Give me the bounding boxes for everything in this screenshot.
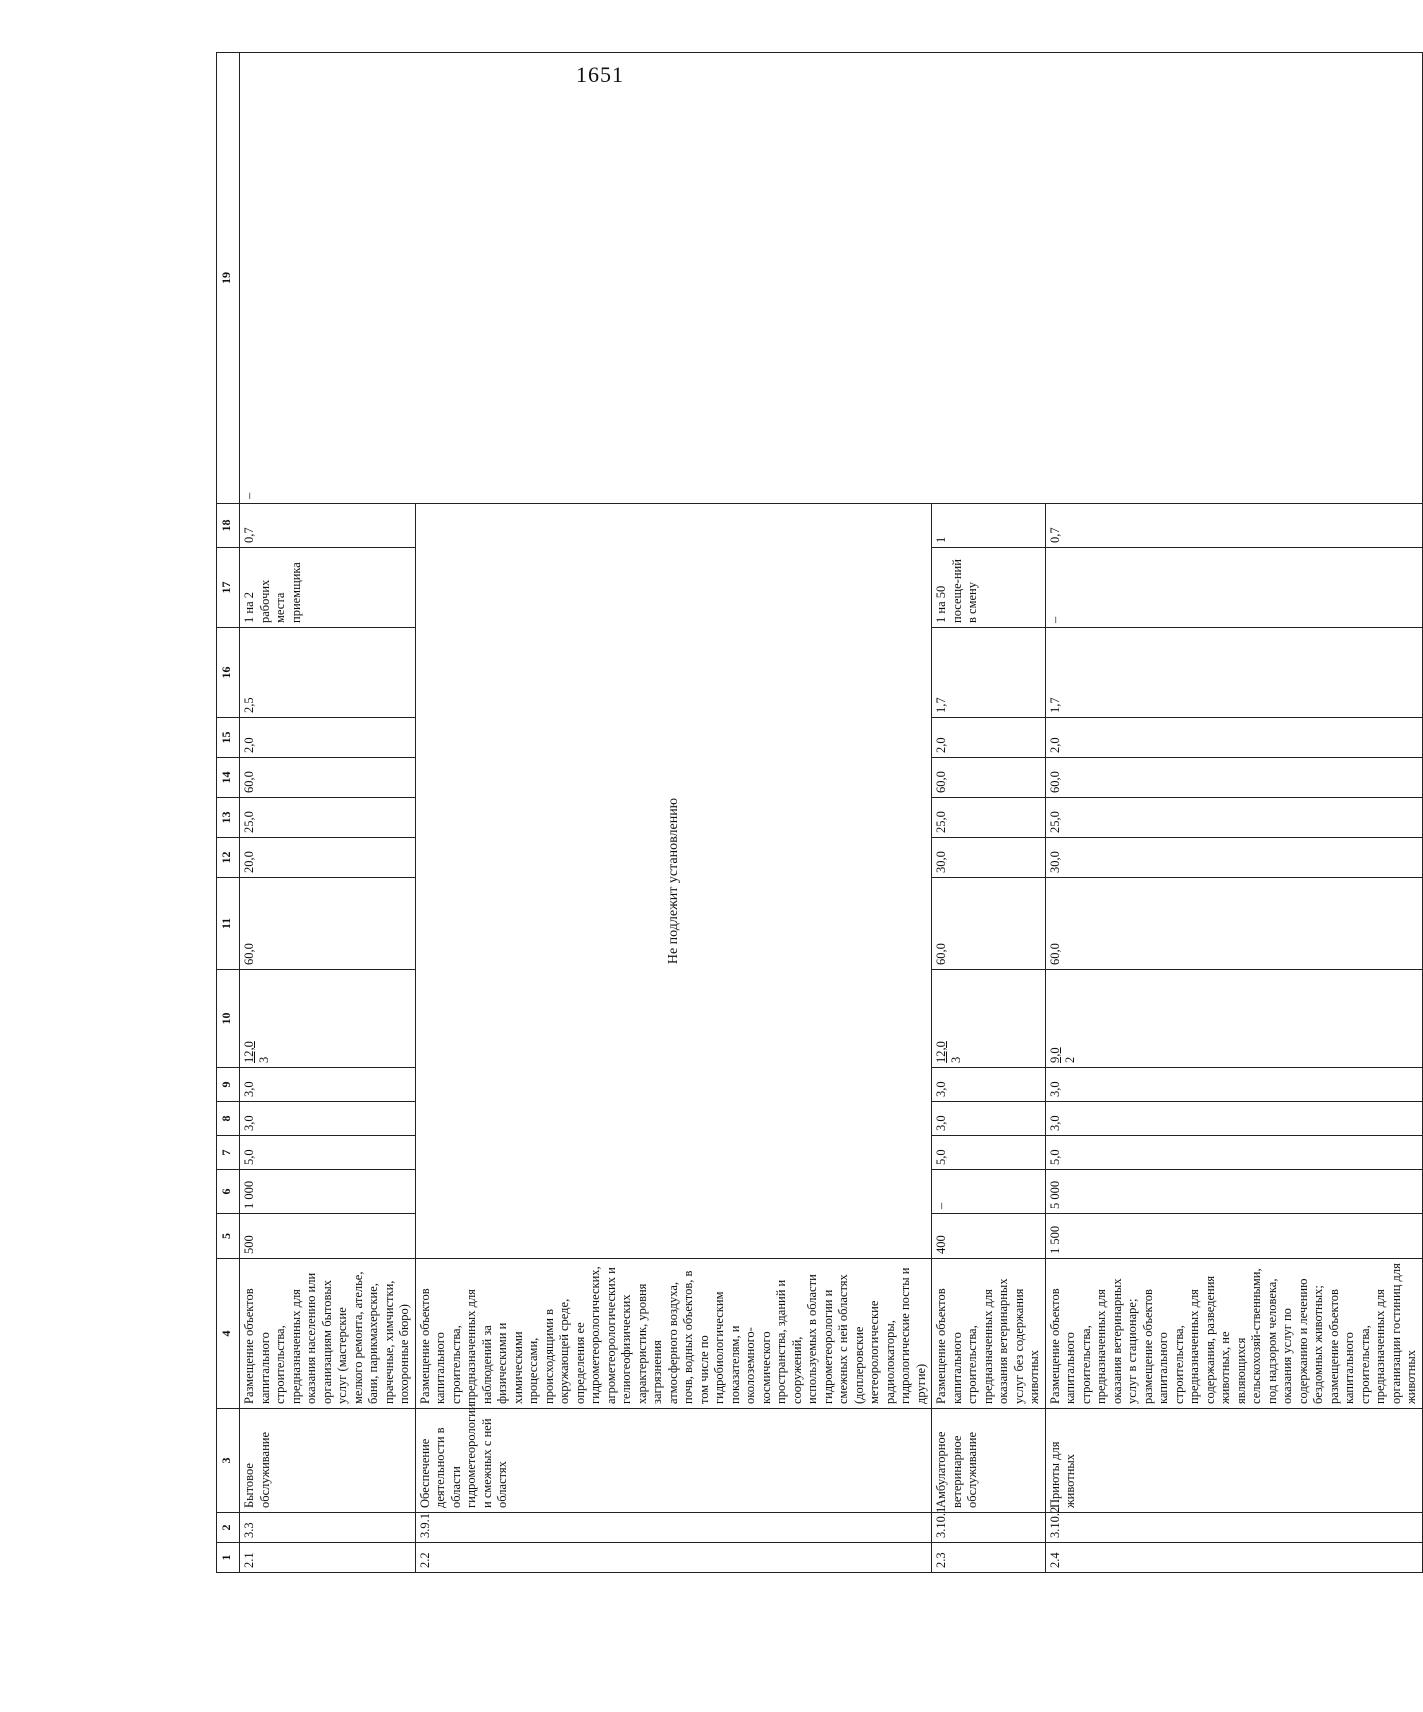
cell: – — [1045, 548, 1422, 628]
col-header: 1 — [217, 1543, 240, 1573]
cell: 5 000 — [1045, 1170, 1422, 1214]
row-number: 2.4 — [1045, 1543, 1422, 1573]
row-code: 3.10.2 — [1045, 1513, 1422, 1543]
cell: 0,7 — [1045, 504, 1422, 548]
col-header: 4 — [217, 1259, 240, 1409]
fraction-numerator: 9,0 — [1047, 1047, 1062, 1063]
row-number: 2.2 — [415, 1543, 932, 1573]
cell: 25,0 — [932, 798, 1046, 838]
cell: 25,0 — [1045, 798, 1422, 838]
cell: 2,0 — [1045, 718, 1422, 758]
row-name: Обеспечение деятельности в области гидрометеорологии и смежных с ней областях — [415, 1409, 932, 1513]
fraction-denominator: 2 — [1062, 1056, 1077, 1063]
col-header: 8 — [217, 1102, 240, 1136]
cell: 3,0 — [1045, 1102, 1422, 1136]
row-number: 2.1 — [240, 1543, 416, 1573]
fraction-numerator: 12,0 — [242, 1041, 256, 1063]
cell: 60,0 — [1045, 878, 1422, 970]
cell-col19: – — [240, 53, 1423, 504]
col-header: 19 — [217, 53, 240, 504]
cell: 60,0 — [240, 878, 416, 970]
col-header: 2 — [217, 1513, 240, 1543]
cell: 2,0 — [932, 718, 1046, 758]
cell: 1 на 50 посеще-ний в смену — [932, 548, 1046, 628]
col-header: 11 — [217, 878, 240, 970]
fraction-denominator: 3 — [949, 1056, 963, 1063]
cell: 3,0 — [240, 1068, 416, 1102]
cell: 60,0 — [240, 758, 416, 798]
row-description: Размещение объектов капитального строительства, предназначенных для оказания населению или организациям бытовых услуг (мастерские мелкого ремонта, ателье, бани, парикмахерские, прачечные, химчистки, похоронные бюро) — [240, 1259, 416, 1409]
cell: 1,7 — [1045, 628, 1422, 718]
col-header: 3 — [217, 1409, 240, 1513]
cell: 500 — [240, 1214, 416, 1259]
regulations-table — [216, 52, 1423, 1573]
cell: 5,0 — [932, 1136, 1046, 1170]
cell: – — [932, 1170, 1046, 1214]
row-description: Размещение объектов капитального строительства, предназначенных для оказания ветеринарных услуг без содержания животных — [932, 1259, 1046, 1409]
cell: 60,0 — [1045, 758, 1422, 798]
cell: 30,0 — [932, 838, 1046, 878]
cell-fraction — [240, 970, 416, 1068]
col-header: 17 — [217, 548, 240, 628]
row-code: 3.3 — [240, 1513, 416, 1543]
col-header: 5 — [217, 1214, 240, 1259]
col-header: 18 — [217, 504, 240, 548]
row-code: 3.10.1 — [932, 1513, 1046, 1543]
col-header: 16 — [217, 628, 240, 718]
col-header: 14 — [217, 758, 240, 798]
col-header: 10 — [217, 970, 240, 1068]
cell: 20,0 — [240, 838, 416, 878]
header-row — [217, 53, 240, 1573]
page-number: 1651 — [576, 62, 624, 87]
row-name: Амбулаторное ветеринарное обслуживание — [932, 1409, 1046, 1513]
cell: 1 — [932, 504, 1046, 548]
fraction-denominator: 3 — [257, 1056, 271, 1063]
cell: 5,0 — [1045, 1136, 1422, 1170]
cell: 25,0 — [240, 798, 416, 838]
cell: 3,0 — [932, 1068, 1046, 1102]
cell: 3,0 — [240, 1102, 416, 1136]
cell: 3,0 — [1045, 1068, 1422, 1102]
cell: 2,5 — [240, 628, 416, 718]
row-description: Размещение объектов капитального строительства, предназначенных для оказания ветеринарных услуг в стационаре; размещение объектов капитального строительства, предназначенных для содержания, разведения животных, не являющихся сельскохозяй-ственными, под надзором человека, оказания услуг по содержанию и лечению бездомных животных; размещение объектов капитального строительства, предназначенных для организации гостиниц для животных — [1045, 1259, 1422, 1409]
row-name: Приюты для животных — [1045, 1409, 1422, 1513]
cell: 1 на 2 рабочих места приемщика — [240, 548, 416, 628]
cell: 5,0 — [240, 1136, 416, 1170]
merged-not-applicable: Не подлежит установлению — [415, 504, 932, 1259]
col-header: 13 — [217, 798, 240, 838]
col-header: 6 — [217, 1170, 240, 1214]
cell-fraction — [932, 970, 1046, 1068]
cell: 30,0 — [1045, 838, 1422, 878]
row-code: 3.9.1 — [415, 1513, 932, 1543]
cell-fraction — [1045, 970, 1422, 1068]
rotated-table-wrapper — [216, 133, 1418, 1573]
table-row — [240, 53, 416, 1573]
col-header: 15 — [217, 718, 240, 758]
cell: 3,0 — [932, 1102, 1046, 1136]
col-header: 7 — [217, 1136, 240, 1170]
cell: 1 000 — [240, 1170, 416, 1214]
cell: 1,7 — [932, 628, 1046, 718]
cell: 2,0 — [240, 718, 416, 758]
cell: 0,7 — [240, 504, 416, 548]
cell: 1 500 — [1045, 1214, 1422, 1259]
row-name: Бытовое обслуживание — [240, 1409, 416, 1513]
row-description: Размещение объектов капитального строительства, предназначенных для наблюдений за физическими и химическими процессами, происходящими в окружающей среде, определения ее гидрометеорологических, агрометеорологических и гелиогеофизических характеристик, уровня загрязнения атмосферного воздуха, почв, водных объектов, в том числе по гидробиологическим показателям, и околоземного-космического пространства, зданий и сооружений, используемых в области гидрометеорологии и смежных с ней областях (доплеровские метеорологические радиолокаторы, гидрологические посты и другие) — [415, 1259, 932, 1409]
cell: 60,0 — [932, 758, 1046, 798]
col-header: 9 — [217, 1068, 240, 1102]
fraction-numerator: 12,0 — [934, 1041, 948, 1063]
cell: 60,0 — [932, 878, 1046, 970]
cell: 400 — [932, 1214, 1046, 1259]
col-header: 12 — [217, 838, 240, 878]
row-number: 2.3 — [932, 1543, 1046, 1573]
